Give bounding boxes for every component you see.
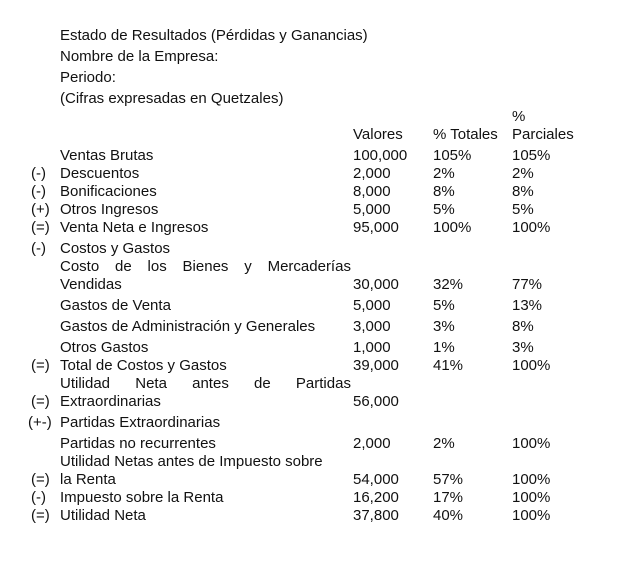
row-label-continuation: la Renta [60, 471, 116, 488]
row-valor: 95,000 [353, 219, 399, 236]
row-label: Otros Gastos [60, 339, 149, 356]
label-word: los [147, 258, 167, 275]
row-label-justified [60, 258, 351, 275]
label-word: Neta [135, 375, 167, 392]
row-label-justified [60, 375, 351, 392]
row-label: Partidas no recurrentes [60, 435, 216, 452]
label-word: Utilidad [60, 375, 111, 392]
row-pct-parcial: 100% [512, 471, 551, 488]
row-valor: 2,000 [353, 165, 391, 182]
col-header-pct-symbol: % [512, 108, 526, 125]
row-label: Gastos de Administración y Generales [60, 318, 316, 335]
row-pct-parcial: 77% [512, 276, 543, 293]
row-label: Ventas Brutas [60, 147, 154, 164]
row-label: Utilidad Netas antes de Impuesto sobre [60, 453, 323, 470]
row-pct-parcial: 5% [512, 201, 534, 218]
col-header-pct-totales: % Totales [433, 126, 498, 143]
row-valor: 54,000 [353, 471, 399, 488]
row-label-continuation: Vendidas [60, 276, 122, 293]
label-word: y [244, 258, 252, 275]
row-label: Descuentos [60, 165, 140, 182]
row-operator: (+-) [28, 414, 52, 431]
label-word: Costo [60, 258, 100, 275]
row-label: Otros Ingresos [60, 201, 159, 218]
row-label: Utilidad Neta [60, 507, 146, 524]
row-operator: (-) [31, 489, 46, 506]
row-pct-total: 1% [433, 339, 455, 356]
statement-title: Estado de Resultados (Pérdidas y Ganancias) [60, 27, 368, 44]
row-label: Total de Costos y Gastos [60, 357, 227, 374]
row-operator: (=) [31, 357, 50, 374]
row-pct-parcial: 100% [512, 357, 551, 374]
row-pct-total: 100% [433, 219, 472, 236]
row-label: Impuesto sobre la Renta [60, 489, 224, 506]
row-pct-parcial: 3% [512, 339, 534, 356]
row-valor: 3,000 [353, 318, 391, 335]
row-operator: (=) [31, 393, 50, 410]
row-valor: 56,000 [353, 393, 399, 410]
label-word: antes [192, 375, 229, 392]
row-valor: 1,000 [353, 339, 391, 356]
row-pct-parcial: 100% [512, 435, 551, 452]
period-label: Periodo: [60, 69, 116, 86]
label-word: Mercaderías [267, 258, 351, 275]
row-valor: 39,000 [353, 357, 399, 374]
row-valor: 5,000 [353, 297, 391, 314]
row-label-continuation: Extraordinarias [60, 393, 161, 410]
row-pct-parcial: 100% [512, 489, 551, 506]
row-valor: 16,200 [353, 489, 399, 506]
label-word: Partidas [295, 375, 351, 392]
row-label: Bonificaciones [60, 183, 157, 200]
row-operator: (-) [31, 165, 46, 182]
currency-note: (Cifras expresadas en Quetzales) [60, 90, 284, 107]
row-operator: (-) [31, 240, 46, 257]
row-operator: (+) [31, 201, 50, 218]
row-pct-parcial: 8% [512, 318, 534, 335]
row-pct-total: 32% [433, 276, 464, 293]
row-operator: (=) [31, 507, 50, 524]
label-word: de [254, 375, 271, 392]
row-pct-total: 57% [433, 471, 464, 488]
col-header-parciales: Parciales [512, 126, 574, 143]
row-pct-parcial: 105% [512, 147, 551, 164]
label-word: de [115, 258, 132, 275]
row-operator: (=) [31, 471, 50, 488]
row-pct-total: 41% [433, 357, 464, 374]
row-pct-parcial: 2% [512, 165, 534, 182]
row-pct-parcial: 8% [512, 183, 534, 200]
row-pct-total: 105% [433, 147, 472, 164]
row-pct-total: 3% [433, 318, 455, 335]
row-label: Venta Neta e Ingresos [60, 219, 209, 236]
row-valor: 8,000 [353, 183, 391, 200]
row-valor: 5,000 [353, 201, 391, 218]
row-pct-parcial: 100% [512, 507, 551, 524]
row-pct-total: 2% [433, 435, 455, 452]
row-pct-parcial: 100% [512, 219, 551, 236]
row-pct-total: 5% [433, 297, 455, 314]
row-pct-total: 8% [433, 183, 455, 200]
company-name-label: Nombre de la Empresa: [60, 48, 219, 65]
row-operator: (=) [31, 219, 50, 236]
col-header-valores: Valores [353, 126, 403, 143]
row-label: Partidas Extraordinarias [60, 414, 221, 431]
label-word: Bienes [182, 258, 229, 275]
row-pct-parcial: 13% [512, 297, 543, 314]
row-pct-total: 5% [433, 201, 455, 218]
row-label: Gastos de Venta [60, 297, 171, 314]
row-valor: 37,800 [353, 507, 399, 524]
row-valor: 30,000 [353, 276, 399, 293]
row-label: Costos y Gastos [60, 240, 171, 257]
row-valor: 2,000 [353, 435, 391, 452]
row-pct-total: 2% [433, 165, 455, 182]
row-pct-total: 17% [433, 489, 464, 506]
row-valor: 100,000 [353, 147, 408, 164]
row-operator: (-) [31, 183, 46, 200]
row-pct-total: 40% [433, 507, 464, 524]
